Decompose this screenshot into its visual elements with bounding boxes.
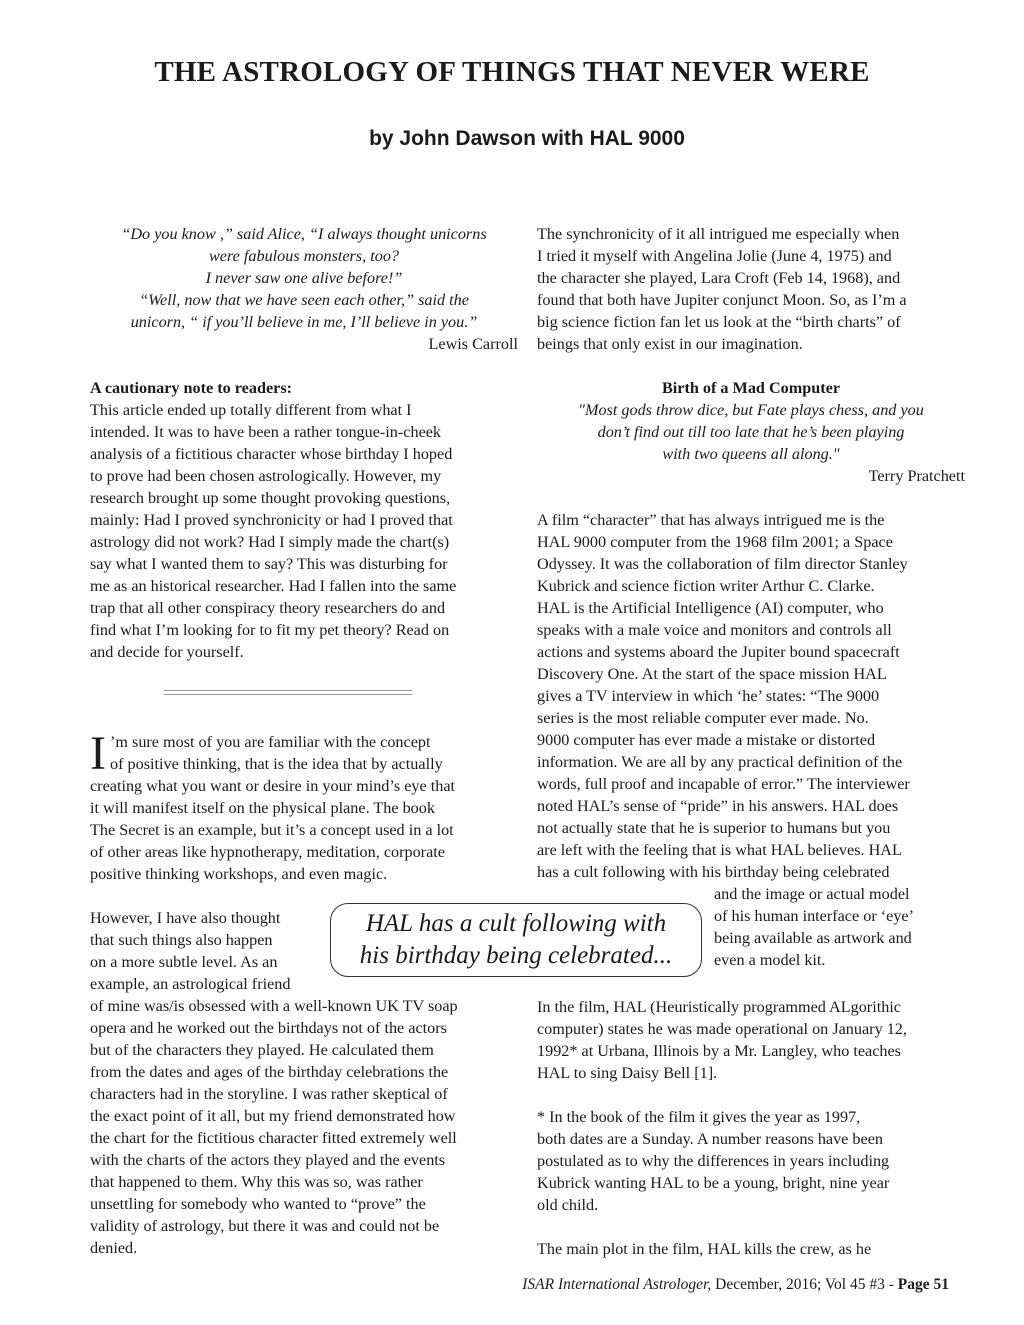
epigraph [90, 223, 518, 355]
cautionary-note [90, 377, 518, 663]
note-line: trap that all other conspiracy theory researchers do and [90, 599, 446, 617]
body-line: of mine was/is obsessed with a well-known UK TV soap [90, 997, 458, 1015]
body-line: actions and systems aboard the Jupiter bound spacecraft [537, 643, 900, 661]
body-line: I tried it myself with Angelina Jolie (June 4, 1975) and [537, 247, 892, 265]
body-line: on a more subtle level. As an [90, 953, 278, 971]
note-line: mainly: Had I proved synchronicity or had I proved that [90, 511, 453, 529]
film-paragraph [537, 996, 965, 1084]
body-line: The main plot in the film, HAL kills the crew, as he [537, 1240, 872, 1258]
body-line: of his human interface or ‘eye’ [714, 907, 915, 925]
body-line: not actually state that he is superior to humans but you [537, 819, 891, 837]
note-line: intended. It was to have been a rather tongue-in-cheek [90, 423, 442, 441]
epigraph-line: I never saw one alive before!” [205, 269, 403, 287]
note-line: find what I’m looking for to fit my pet theory? Read on [90, 621, 450, 639]
body-line: are left with the feeling that is what HAL believes. HAL [537, 841, 902, 859]
intro-line: creating what you want or desire in your mind’s eye that [90, 777, 456, 795]
body-line: * In the book of the film it gives the year as 1997, [537, 1108, 861, 1126]
epigraph-line: unicorn, “ if you’ll believe in me, I’ll believe in you.” [130, 313, 478, 331]
intro-line: ’m sure most of you are familiar with the concept [109, 733, 431, 751]
quote-line: don’t find out till too late that he’s been playing [597, 423, 905, 441]
body-line: HAL is the Artificial Intelligence (AI) computer, who [537, 599, 884, 617]
note-line: say what I wanted them to say? This was disturbing for [90, 555, 448, 573]
body-line: HAL to sing Daisy Bell [1]. [537, 1064, 718, 1082]
body-line: the exact point of it all, but my friend demonstrated how [90, 1107, 456, 1125]
body-line: and the image or actual model [714, 885, 910, 903]
body-line: postulated as to why the differences in years including [537, 1152, 890, 1170]
intro-line: positive thinking workshops, and even magic. [90, 865, 388, 883]
body-line: information. We are all by any practical definition of the [537, 753, 903, 771]
intro-line: of positive thinking, that is the idea that by actually [109, 755, 443, 773]
body-line: Odyssey. It was the collaboration of film director Stanley [537, 555, 908, 573]
body-line: found that both have Jupiter conjunct Moon. So, as I’m a [537, 291, 907, 309]
body-line: However, I have also thought [90, 909, 281, 927]
body-line: series is the most reliable computer ever made. No. [537, 709, 869, 727]
body-line: Discovery One. At the start of the space mission HAL [537, 665, 887, 683]
body-line: 9000 computer has ever made a mistake or distorted [537, 731, 876, 749]
body-line: has a cult following with his birthday being celebrated [537, 863, 890, 881]
note-line: This article ended up totally different from what I [90, 401, 412, 419]
body-line: old child. [537, 1196, 599, 1214]
body-line: the chart for the fictitious character fitted extremely well [90, 1129, 457, 1147]
body-line: HAL 9000 computer from the 1968 film 2001; a Space [537, 533, 893, 551]
page-number: Page 51 [897, 1276, 949, 1293]
body-line: characters had in the storyline. I was rather skeptical of [90, 1085, 448, 1103]
quote-author: Terry Pratchett [868, 467, 965, 485]
note-line: to prove had been chosen astrologically. However, my [90, 467, 442, 485]
section-heading: Birth of a Mad Computer [661, 379, 841, 397]
section-divider [164, 690, 412, 695]
body-line: both dates are a Sunday. A number reasons have been [537, 1130, 883, 1148]
intro-line: The Secret is an example, but it’s a concept used in a lot [90, 821, 454, 839]
body-line: The synchronicity of it all intrigued me especially when [537, 225, 900, 243]
quote-line: with two queens all along." [662, 445, 840, 463]
footnote-paragraph [537, 1106, 965, 1216]
body-line: unsettling for somebody who wanted to “prove” the [90, 1195, 426, 1213]
body-line: words, full proof and incapable of error.” The interviewer [537, 775, 910, 793]
body-line: Kubrick wanting HAL to be a young, bright, nine year [537, 1174, 890, 1192]
publication-name: ISAR International Astrologer, [522, 1276, 712, 1293]
note-line: research brought up some thought provoking questions, [90, 489, 451, 507]
body-line: gives a TV interview in which ‘he’ states: “The 9000 [537, 687, 880, 705]
body-line: that such things also happen [90, 931, 273, 949]
pull-quote [330, 903, 702, 977]
body-line: example, an astrological friend [90, 975, 291, 993]
article-title: THE ASTROLOGY OF THINGS THAT NEVER WERE [154, 56, 870, 88]
pull-quote-line: HAL has a cult following with [365, 910, 667, 937]
note-line: me as an historical researcher. Had I fallen into the same [90, 577, 457, 595]
body-line: computer) states he was made operational on January 12, [537, 1020, 907, 1038]
epigraph-line: “Well, now that we have seen each other,” said the [139, 291, 469, 309]
plot-paragraph [537, 1238, 965, 1260]
byline: by John Dawson with HAL 9000 [369, 127, 685, 150]
body-line: noted HAL’s sense of “pride” in his answers. HAL does [537, 797, 899, 815]
note-line: and decide for yourself. [90, 643, 244, 661]
body-line: big science fiction fan let us look at the “birth charts” of [537, 313, 901, 331]
body-line: In the film, HAL (Heuristically programmed ALgorithic [537, 998, 901, 1016]
body-line: but of the characters they played. He calculated them [90, 1041, 434, 1059]
drop-cap: I [90, 727, 106, 780]
body-line: speaks with a male voice and monitors and controls all [537, 621, 892, 639]
epigraph-author: Lewis Carroll [428, 335, 518, 353]
note-line: astrology did not work? Had I simply made the chart(s) [90, 533, 450, 551]
body-line: being available as artwork and [714, 929, 912, 947]
body-line: A film “character” that has always intrigued me is the [537, 511, 885, 529]
epigraph-line: were fabulous monsters, too? [208, 247, 400, 265]
hal-paragraph [537, 509, 965, 883]
body-line: validity of astrology, but there it was and could not be [90, 1217, 440, 1235]
hal-paragraph-wrap [714, 883, 964, 971]
body-line: Kubrick and science fiction writer Arthur C. Clarke. [537, 577, 875, 595]
note-heading: A cautionary note to readers: [90, 379, 293, 397]
issue-info: December, 2016; Vol 45 #3 - [711, 1276, 898, 1293]
quote-line: "Most gods throw dice, but Fate plays chess, and you [578, 401, 924, 419]
intro-line: it will manifest itself on the physical plane. The book [90, 799, 435, 817]
body-line: beings that only exist in our imagination. [537, 335, 803, 353]
note-line: analysis of a fictitious character whose birthday I hoped [90, 445, 453, 463]
body-line: denied. [90, 1239, 138, 1257]
body-line: even a model kit. [714, 951, 826, 969]
body-line: that happened to them. Why this was so, was rather [90, 1173, 423, 1191]
body-line: the character she played, Lara Croft (Feb 14, 1968), and [537, 269, 901, 287]
body-line: opera and he worked out the birthdays not of the actors [90, 1019, 447, 1037]
section-birth-of-mad-computer [537, 377, 965, 487]
pull-quote-line: his birthday being celebrated... [359, 942, 673, 969]
synchronicity-paragraph [537, 223, 965, 355]
epigraph-line: “Do you know ,” said Alice, “I always thought unicorns [121, 225, 487, 243]
body-line: with the charts of the actors they played and the events [90, 1151, 446, 1169]
body-line: 1992* at Urbana, Illinois by a Mr. Langley, who teaches [537, 1042, 901, 1060]
body-line: from the dates and ages of the birthday celebrations the [90, 1063, 449, 1081]
page-footer [522, 1276, 949, 1294]
intro-line: of other areas like hypnotherapy, meditation, corporate [90, 843, 445, 861]
intro-paragraph [90, 727, 518, 885]
